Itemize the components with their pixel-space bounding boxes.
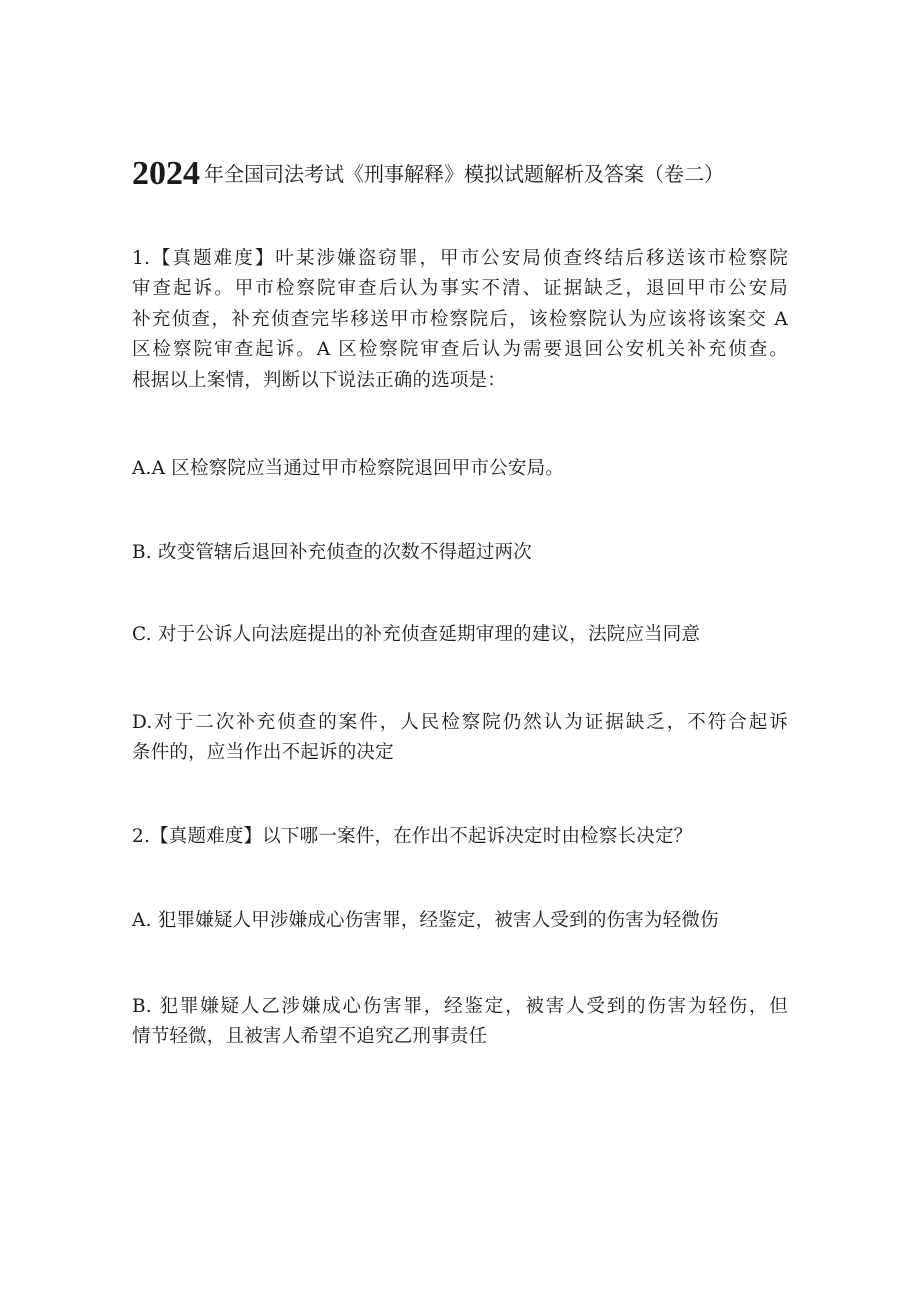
question-1-line: 区检察院审查起诉。A 区检察院审查后认为需要退回公安机关补充侦查。 <box>132 339 788 361</box>
option-line: B. 犯罪嫌疑人乙涉嫌成心伤害罪，经鉴定，被害人受到的伤害为轻伤，但 <box>132 996 788 1017</box>
question-1-line: 1.【真题难度】叶某涉嫌盗窃罪，甲市公安局侦查终结后移送该市检察院 <box>132 248 788 269</box>
title-year: 2024 <box>132 155 200 192</box>
question-1-line: 根据以上案情，判断以下说法正确的选项是： <box>132 369 507 391</box>
question-1-option-c <box>132 620 788 650</box>
question-1-line: 审查起诉。甲市检察院审查后认为事实不清、证据缺乏，退回甲市公安局 <box>132 278 788 300</box>
option-line: D.对于二次补充侦查的案件，人民检察院仍然认为证据缺乏，不符合起诉 <box>132 712 788 733</box>
question-2-option-a <box>132 906 788 936</box>
question-1-option-a <box>132 454 788 484</box>
title-text: 年全国司法考试《刑事解释》模拟试题解析及答案（卷二） <box>204 162 724 186</box>
option-line: A.A 区检察院应当通过甲市检察院退回甲市公安局。 <box>132 458 564 479</box>
question-1-line: 补充侦查，补充侦查完毕移送甲市检察院后，该检察院认为应该将该案交 A <box>132 308 788 330</box>
question-1-option-d <box>132 708 788 769</box>
option-line: 情节轻微，且被害人希望不追究乙刑事责任 <box>132 1026 488 1048</box>
question-1-option-b <box>132 538 788 568</box>
option-line: B. 改变管辖后退回补充侦查的次数不得超过两次 <box>132 542 532 563</box>
question-2-line: 2.【真题难度】以下哪一案件，在作出不起诉决定时由检察长决定？ <box>132 826 693 847</box>
option-line: C. 对于公诉人向法庭提出的补充侦查延期审理的建议，法院应当同意 <box>132 624 701 645</box>
question-2-option-b <box>132 992 788 1053</box>
document-title <box>132 152 832 196</box>
option-line: 条件的，应当作出不起诉的决定 <box>132 742 394 764</box>
question-1-stem <box>132 244 788 396</box>
option-line: A. 犯罪嫌疑人甲涉嫌成心伤害罪，经鉴定，被害人受到的伤害为轻微伤 <box>132 910 719 931</box>
question-2-stem <box>132 822 788 852</box>
